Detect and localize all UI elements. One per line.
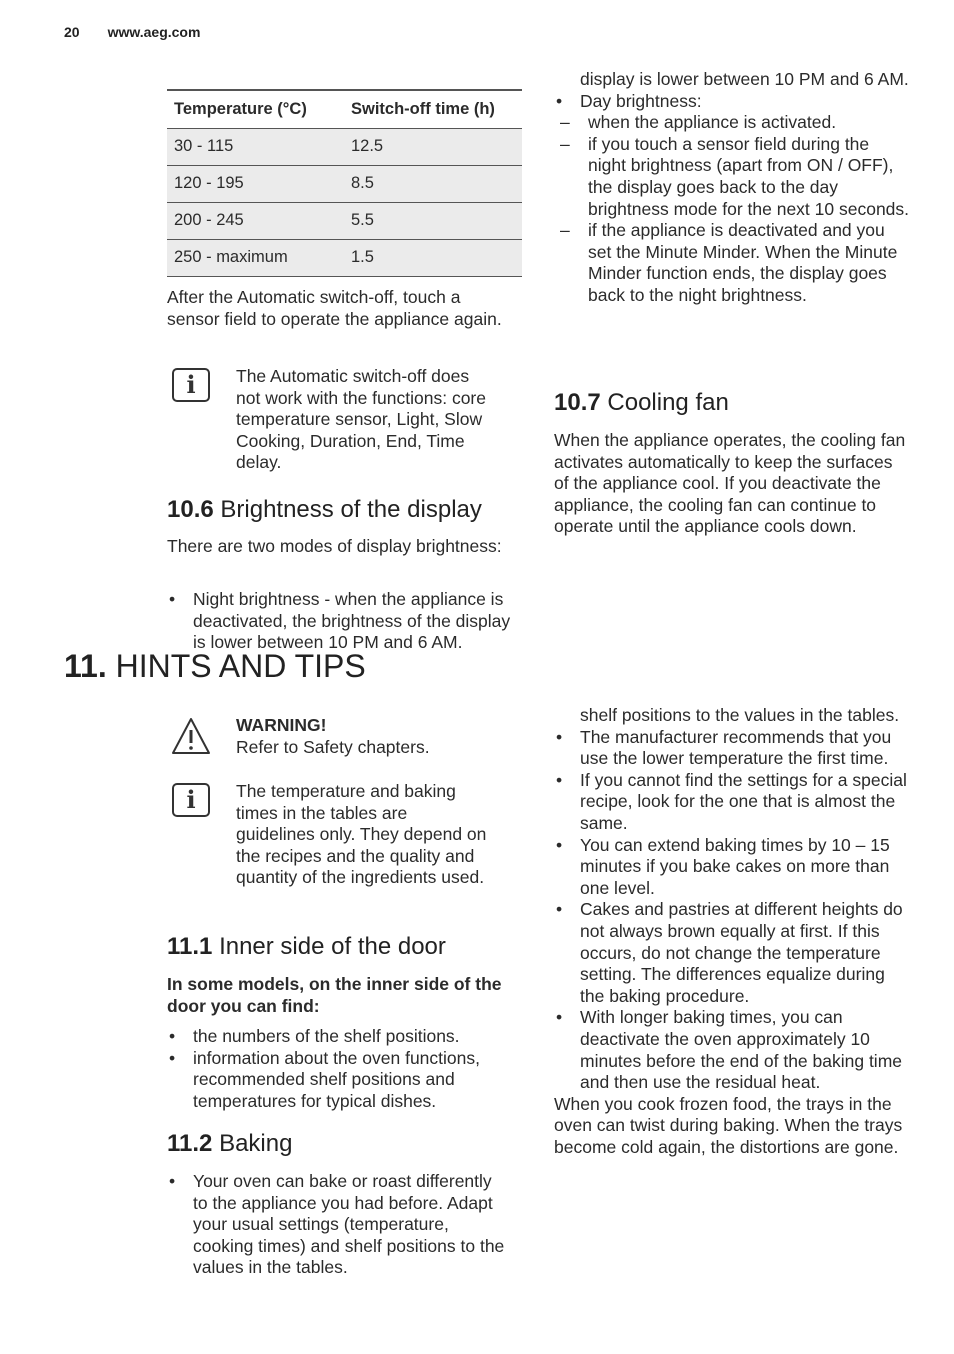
baking-list (554, 727, 910, 1094)
section-number: 10.7 (554, 389, 601, 416)
warning-title: WARNING! (236, 715, 327, 735)
column-header-temperature: Temperature (°C) (167, 90, 344, 129)
night-brightness-text: • Night brightness - when the appliance is deactivated, the brightness of the display is lower between 10 PM and 6 AM. (193, 589, 511, 653)
switch-off-table (167, 89, 522, 277)
table-cell: 1.5 (344, 240, 522, 277)
section-title: Inner side of the door (219, 933, 446, 960)
night-brightness-continued-text: display is lower between 10 PM and 6 AM. (580, 69, 909, 89)
section-number: 11.2 (167, 1130, 213, 1157)
table-row (167, 240, 522, 277)
chapter-number: 11. (64, 648, 107, 684)
chapter-title: HINTS AND TIPS (115, 648, 366, 684)
brightness-intro: There are two modes of display brightness: (167, 536, 502, 556)
list-item: • information about the oven functions, recommended shelf positions and temperatures for typical dishes. (167, 1048, 523, 1113)
day-brightness-sublist (554, 112, 910, 306)
table-row (167, 129, 522, 166)
night-brightness-continuation (554, 69, 910, 307)
warning-icon (170, 716, 212, 756)
list-item (554, 91, 910, 307)
page-number: 20 (64, 24, 80, 40)
table-cell: 200 - 245 (167, 203, 344, 240)
section-title: Brightness of the display (220, 496, 482, 523)
table-cell: 250 - maximum (167, 240, 344, 277)
section-title: Baking (219, 1130, 293, 1157)
table-row (167, 166, 522, 203)
list-item: – if you touch a sensor field during the night brightness (apart from ON / OFF), the display goes back to the day brightness mode for the next 10 seconds. (554, 134, 910, 220)
warning-text: Refer to Safety chapters. (236, 736, 430, 757)
page-header (64, 22, 200, 44)
night-brightness-list (167, 589, 523, 653)
list-item: • You can extend baking times by 10 – 15 minutes if you bake cakes on more than one level. (554, 835, 910, 900)
section-number: 10.6 (167, 496, 214, 523)
tables-note: The temperature and baking times in the tables are guidelines only. They depend on the recipes and the quality and quantity of the ingredients used. (236, 781, 487, 888)
list-item: – if the appliance is deactivated and you set the Minute Minder. When the Minute Minder function ends, the display goes back to the night brightness. (554, 220, 910, 306)
table-cell: 12.5 (344, 129, 522, 166)
switch-off-note: The Automatic switch-off does not work with the functions: core temperature sensor, Light, Slow Cooking, Duration, End, Time delay. (236, 366, 486, 473)
warning-block (236, 715, 496, 758)
cooling-fan-paragraph: When the appliance operates, the cooling fan activates automatically to keep the surfaces of the appliance cool. If you deactivate the appliance, the cooling fan can continue to operate until the appliance cools down. (554, 430, 906, 537)
list-item (167, 589, 523, 653)
door-lead-text: In some models, on the inner side of the door you can find: (167, 974, 502, 1016)
baking-list-continuation (554, 705, 910, 1158)
list-item: • the numbers of the shelf positions. (167, 1026, 523, 1048)
website-link[interactable]: www.aeg.com (107, 24, 201, 40)
table-cell: 5.5 (344, 203, 522, 240)
table-cell: 8.5 (344, 166, 522, 203)
section-10-6-heading (167, 496, 482, 524)
list-item: • If you cannot find the settings for a special recipe, look for the one that is almost the same. (554, 770, 910, 835)
baking-list-start (167, 1171, 507, 1278)
table-header-row (167, 90, 522, 129)
info-icon: i (172, 783, 208, 819)
section-title: Cooling fan (607, 389, 729, 416)
section-10-7-heading (554, 389, 729, 417)
table-row (167, 203, 522, 240)
list-item (167, 1171, 507, 1278)
table-cell: 120 - 195 (167, 166, 344, 203)
list-item: • The manufacturer recommends that you use the lower temperature the first time. (554, 727, 910, 770)
section-number: 11.1 (167, 933, 213, 960)
column-header-switch-off-time: Switch-off time (h) (344, 90, 522, 129)
list-item: – when the appliance is activated. (554, 112, 910, 134)
door-items-list (167, 1026, 523, 1112)
chapter-11-heading (64, 648, 366, 684)
list-item: • Cakes and pastries at different heights do not always brown equally at first. If this occurs, do not change the temperature setting. The differences equalize during the baking procedure. (554, 899, 910, 1007)
section-11-2-heading (167, 1130, 292, 1158)
after-switch-off-paragraph: After the Automatic switch-off, touch a sensor field to operate the appliance again. (167, 287, 502, 329)
day-brightness-list (554, 91, 910, 307)
baking-item-text: • Your oven can bake or roast differently to the appliance you had before. Adapt your usual settings (temperature, cooking times) and shelf positions to the values in the tables. (193, 1171, 505, 1278)
table-cell: 30 - 115 (167, 129, 344, 166)
day-brightness-label: Day brightness: (580, 90, 702, 111)
frozen-food-paragraph: When you cook frozen food, the trays in the oven can twist during baking. When the trays become cold again, the distortions are gone. (554, 1093, 903, 1157)
section-11-1-heading (167, 933, 446, 961)
info-icon: i (172, 368, 208, 404)
baking-continued-text: shelf positions to the values in the tables. (580, 705, 900, 725)
list-item: • With longer baking times, you can deactivate the oven approximately 10 minutes before the end of the baking time and then use the residual heat. (554, 1007, 910, 1093)
